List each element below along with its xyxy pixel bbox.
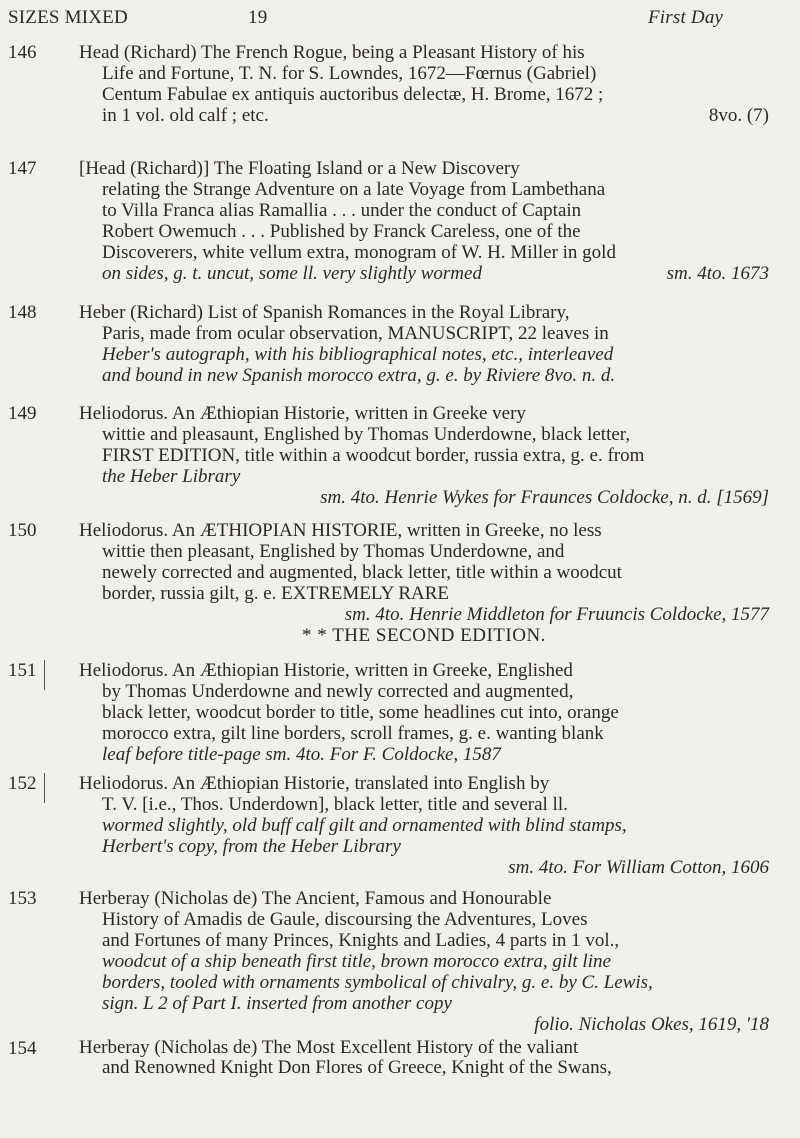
- imprint-line: sm. 4to. Henrie Middleton for Fruuncis Coldocke, 1577: [344, 604, 769, 625]
- description-line: Robert Owemuch . . . Published by Franck Careless, one of the: [102, 221, 581, 242]
- lot-number: 148: [8, 302, 37, 323]
- imprint-line: folio. Nicholas Okes, 1619, '18: [534, 1014, 769, 1035]
- lot-description: [79, 888, 769, 1035]
- description-line: sign. L 2 of Part I. inserted from another copy: [102, 993, 452, 1014]
- lot-number: 151: [8, 660, 37, 681]
- description-line: to Villa Franca alias Ramallia . . . under the conduct of Captain: [102, 200, 582, 221]
- description-line: and Fortunes of many Princes, Knights and Ladies, 4 parts in 1 vol.,: [102, 930, 620, 951]
- description-line: black letter, woodcut border to title, some headlines cut into, orange: [102, 702, 619, 723]
- description-line: History of Amadis de Gaule, discoursing the Adventures, Loves: [102, 909, 588, 930]
- lot-number: 149: [8, 403, 37, 424]
- bracket-mark: [44, 773, 59, 803]
- description-line: Centum Fabulae ex antiquis auctoribus delectæ, H. Brome, 1672 ;: [102, 84, 604, 105]
- description-line: wittie and pleasaunt, Englished by Thomas Underdowne, black letter,: [102, 424, 631, 445]
- description-line: Heber (Richard) List of Spanish Romances in the Royal Library,: [79, 302, 570, 323]
- description-line: and Renowned Knight Don Flores of Greece, Knight of the Swans,: [102, 1057, 612, 1078]
- lot-description: [79, 302, 769, 386]
- lot-number: 146: [8, 42, 37, 63]
- description-line: [79, 1118, 769, 1138]
- format-date: 8vo. (7): [708, 105, 769, 126]
- description-line: Herberay (Nicholas de) The Ancient, Famous and Honourable: [79, 888, 552, 909]
- description-line: Paris, made from ocular observation, MANUSCRIPT, 22 leaves in: [102, 323, 609, 344]
- description-line: and bound in new Spanish morocco extra, g. e. by Riviere 8vo. n. d.: [102, 365, 616, 386]
- description-line: Heliodorus. An Æthiopian Historie, written in Greeke very: [79, 403, 526, 424]
- format-date: sm. 4to. 1673: [666, 263, 769, 284]
- description-line: T. V. [i.e., Thos. Underdown], black letter, title and several ll.: [102, 794, 568, 815]
- description-line: Heliodorus. An Æthiopian Historie, written in Greeke, Englished: [79, 660, 573, 681]
- description-line: FIRST EDITION, title within a woodcut border, russia extra, g. e. from: [102, 445, 645, 466]
- lot-number: 152: [8, 773, 37, 794]
- lot-description: [79, 158, 769, 284]
- description-line: relating the Strange Adventure on a late Voyage from Lambethana: [102, 179, 606, 200]
- running-header: [8, 7, 760, 37]
- description-line: wittie then pleasant, Englished by Thomas Underdowne, and: [102, 541, 565, 562]
- description-line-group: [79, 263, 769, 284]
- bracket-mark: [44, 660, 59, 690]
- lot-description: [79, 520, 769, 646]
- lot-number: 154: [8, 1038, 37, 1059]
- description-line: [79, 1078, 769, 1098]
- imprint-line: sm. 4to. For William Cotton, 1606: [508, 857, 769, 878]
- edition-note: * * THE SECOND EDITION.: [302, 625, 546, 646]
- imprint-line: sm. 4to. Henrie Wykes for Fraunces Coldocke, n. d. [1569]: [320, 487, 769, 508]
- lot-description: [79, 403, 769, 508]
- lot-description: [79, 773, 769, 878]
- description-line: woodcut of a ship beneath first title, brown morocco extra, gilt line: [102, 951, 611, 972]
- description-line: Heliodorus. An ÆTHIOPIAN HISTORIE, written in Greeke, no less: [79, 520, 602, 541]
- lot-number: 147: [8, 158, 37, 179]
- description-line: Head (Richard) The French Rogue, being a Pleasant History of his: [79, 42, 585, 63]
- header-sale-day: First Day: [648, 7, 724, 28]
- description-line: Discoverers, white vellum extra, monogram of W. H. Miller in gold: [102, 242, 616, 263]
- description-line: borders, tooled with ornaments symbolical of chivalry, g. e. by C. Lewis,: [102, 972, 653, 993]
- description-line: in 1 vol. old calf ; etc.: [102, 105, 269, 126]
- description-line: Herberay (Nicholas de) The Most Excellent History of the valiant: [79, 1037, 579, 1058]
- description-line: Herbert's copy, from the Heber Library: [102, 836, 401, 857]
- description-line: border, russia gilt, g. e. EXTREMELY RARE: [102, 583, 450, 604]
- description-line: by Thomas Underdowne and newly corrected and augmented,: [102, 681, 574, 702]
- description-line: the Heber Library: [102, 466, 241, 487]
- description-line: Heber's autograph, with his bibliographical notes, etc., interleaved: [102, 344, 614, 365]
- header-section-title: SIZES MIXED: [8, 7, 128, 28]
- description-line: leaf before title-page sm. 4to. For F. Coldocke, 1587: [102, 744, 501, 765]
- lot-description: [79, 660, 769, 765]
- description-line: [Head (Richard)] The Floating Island or a New Discovery: [79, 158, 520, 179]
- page-number: 19: [248, 7, 268, 28]
- description-line: wormed slightly, old buff calf gilt and ornamented with blind stamps,: [102, 815, 627, 836]
- description-line: morocco extra, gilt line borders, scroll frames, g. e. wanting blank: [102, 723, 604, 744]
- lot-description: [79, 42, 769, 126]
- description-line-group: [79, 105, 769, 126]
- description-line: [79, 1098, 769, 1118]
- description-line: newely corrected and augmented, black letter, title within a woodcut: [102, 562, 622, 583]
- lot-number: 150: [8, 520, 37, 541]
- description-line: Life and Fortune, T. N. for S. Lowndes, 1672—Fœrnus (Gabriel): [102, 63, 597, 84]
- description-line: on sides, g. t. uncut, some ll. very slightly wormed: [102, 263, 482, 284]
- description-line: Heliodorus. An Æthiopian Historie, translated into English by: [79, 773, 550, 794]
- lot-number: 153: [8, 888, 37, 909]
- lot-description: [79, 1038, 769, 1138]
